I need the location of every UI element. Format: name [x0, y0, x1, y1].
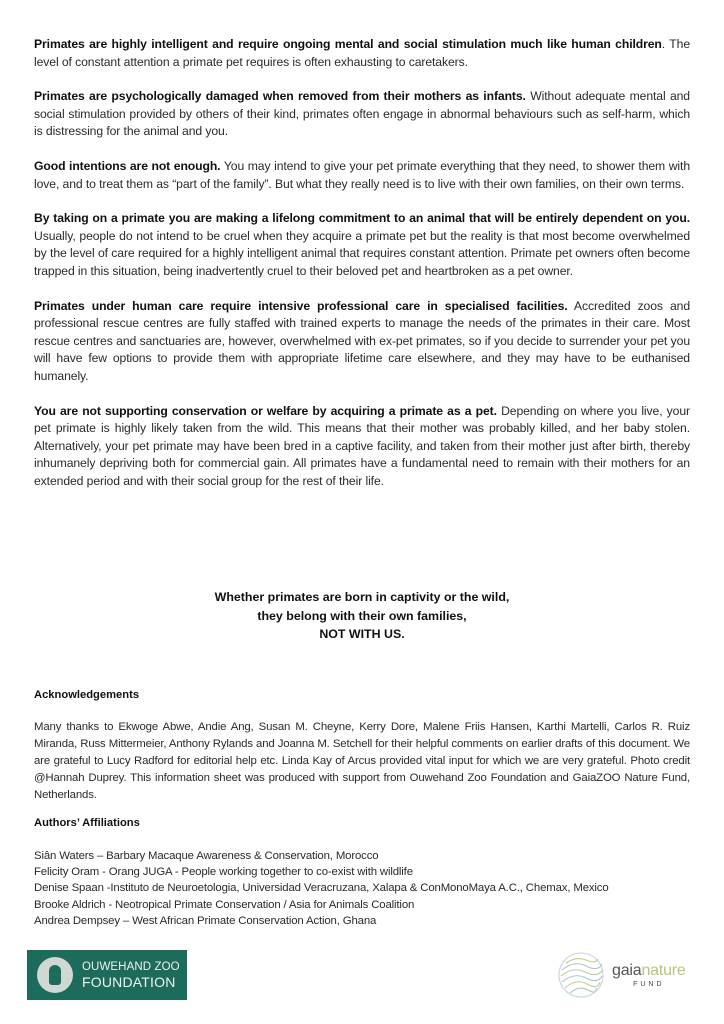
tagline-line: Whether primates are born in captivity or the wild,: [214, 590, 510, 604]
paragraph-good-intentions: [34, 158, 690, 193]
tree-globe-icon: [37, 957, 73, 993]
paragraph-lead: Good intentions are not enough.: [34, 158, 221, 173]
paragraph-lifelong-commitment: [34, 210, 690, 280]
paragraph-lead: Primates are highly intelligent and require ongoing mental and social stimulation much like human children: [34, 37, 662, 51]
paragraph-lead: Primates are psychologically damaged when removed from their mothers as infants.: [34, 89, 526, 104]
logo-wordmark: gaianature: [612, 962, 686, 979]
affiliations-heading: Authors’ Affiliations: [34, 817, 140, 829]
affiliation-item: Siân Waters – Barbary Macaque Awareness & Conservation, Morocco: [34, 850, 379, 862]
gaia-nature-fund-logo: [556, 948, 706, 1002]
paragraph-text: Usually, people do not intend to be cruel when they acquire a primate pet but the reality is that most become overwhelmed by the level of care required for a highly intelligent animal that requires constant attention. Primate pet owners often become trapped in this situation, being inadvertently cruel to their beloved pet and heartbroken as a pet owner.: [34, 228, 690, 278]
affiliation-item: Felicity Oram - Orang JUGA - People working together to co-exist with wildlife: [34, 866, 413, 879]
paragraph-intelligence: [34, 36, 690, 71]
fingerprint-globe-icon: [556, 950, 606, 1000]
document-body: [34, 36, 690, 507]
paragraph-psychological-damage: [34, 88, 690, 141]
paragraph-lead: Primates under human care require intensive professional care in specialised facilities.: [34, 298, 568, 313]
logo-subtext: FUND: [633, 981, 665, 988]
acknowledgements-heading: Acknowledgements: [34, 689, 140, 701]
affiliation-item: Andrea Dempsey – West African Primate Conservation Action, Ghana: [34, 914, 377, 927]
paragraph-text: Accredited zoos and professional rescue centres are fully staffed with trained experts to manage the needs of the primates in their care. Most rescue centres and sanctuaries are, however, overwhelmed with ex-pet primates, so if you decide to surrender your pet you will have few options to provide them with appropriate lifetime care elsewhere, and they may have to be euthanised humanely.: [34, 298, 691, 383]
acknowledgements-body: Many thanks to Ekwoge Abwe, Andie Ang, Susan M. Cheyne, Kerry Dore, Malene Friis Hansen, Karthi Martelli, Carlos R. Ruiz Miranda, Russ Mittermeier, Anthony Rylands and Joanna M. Setchell for their helpful comments on earlier drafts of this document. We are grateful to Lucy Radford for editorial help etc. Linda Kay of Arcus provided vital input for which we are very grateful. Photo credit @Hannah Duprey. This information sheet was produced with support from Ouwehand Zoo Foundation and GaiaZOO Nature Fund, Netherlands.: [34, 721, 690, 801]
tagline-line: NOT WITH US.: [319, 627, 405, 641]
logo-text-line1: OUWEHAND ZOO: [82, 961, 180, 973]
paragraph-conservation: [34, 403, 690, 491]
affiliations-list: [34, 848, 609, 929]
paragraph-text: . The level of constant attention a primate pet requires is often exhausting to caretakers.: [34, 37, 690, 69]
ouwehand-zoo-foundation-logo: [27, 950, 187, 1000]
tagline-line: they belong with their own families,: [257, 608, 467, 623]
tagline: [0, 588, 724, 644]
paragraph-lead: You are not supporting conservation or welfare by acquiring a primate as a pet.: [34, 403, 497, 418]
affiliation-item: Brooke Aldrich - Neotropical Primate Conservation / Asia for Animals Coalition: [34, 898, 415, 911]
paragraph-text: Depending on where you live, your pet primate is highly likely taken from the wild. This means that their mother was probably killed, and her baby stolen. Alternatively, your pet primate may have been bred in a captive facility, and taken from their mother just after birth, thereby inhumanely depriving both for commercial gain. All primates have a fundamental need to remain with their mothers for an extended period and with their social group for the rest of their life.: [34, 403, 690, 488]
paragraph-lead: By taking on a primate you are making a lifelong commitment to an animal that will be entirely dependent on you.: [34, 211, 690, 226]
paragraph-text: Without adequate mental and social stimulation provided by others of their kind, primates often engage in abnormal behaviours such as self-harm, which is distressing for the animal and you.: [34, 89, 690, 139]
logo-text-line2: FOUNDATION: [82, 974, 176, 990]
affiliation-item: Denise Spaan -Instituto de Neuroetologia, Universidad Veracruzana, Xalapa & ConMonoMaya A.C., Chemax, Mexico: [34, 882, 609, 895]
paragraph-text: You may intend to give your pet primate everything that they need, to shower them with love, and to treat them as “part of the family”. But what they really need is to live with their own families, on their own terms.: [34, 158, 690, 191]
paragraph-professional-care: [34, 298, 690, 386]
